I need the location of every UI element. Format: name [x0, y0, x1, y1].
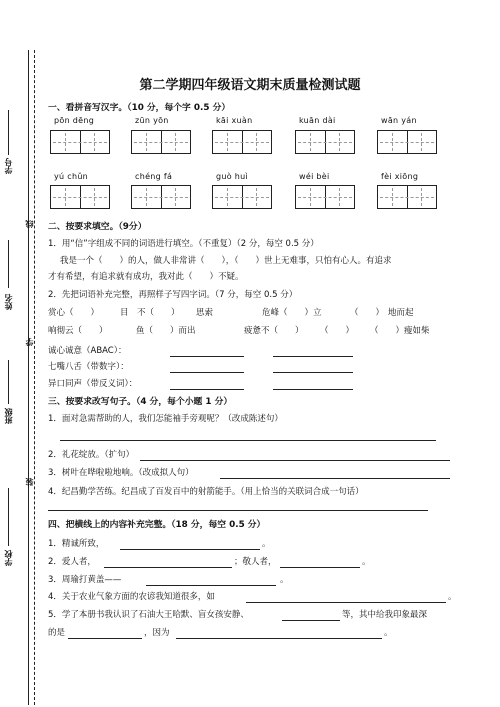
section4-q2a: 2．爱人者，: [48, 557, 96, 567]
section4-q5-answer-1[interactable]: [282, 620, 340, 621]
section4-q5-end: 。: [384, 628, 393, 638]
pinyin-label: pōn dēng: [54, 116, 95, 125]
binding-blank-2: [8, 240, 9, 288]
idiom-sisuo: 思索: [196, 308, 214, 318]
row-abac-label: 诚心诚意（ABAC）：: [48, 346, 127, 356]
pinyin-label: guò huì: [216, 172, 249, 181]
section1-heading: 一、看拼音写汉字。（10 分，每个字 0.5 分）: [48, 103, 231, 113]
section4-q5-answer-2[interactable]: [68, 638, 142, 639]
pinyin-label: fèi xiōng: [381, 172, 419, 181]
section3-q3-answer[interactable]: [220, 478, 450, 479]
section4-q5b: 等，其中给我印象最深: [342, 610, 428, 620]
binding-label-xue: 学: [25, 338, 34, 346]
binding-label-class: 班级: [4, 408, 13, 424]
row-abac-blank-2[interactable]: [273, 356, 353, 357]
row-antonym-blank-1[interactable]: [170, 389, 244, 390]
idiom-shouru: （ ）瘦如柴: [370, 326, 430, 336]
section3-heading: 三、按要求改写句子。（4 分，每个小题 1 分）: [48, 397, 233, 407]
writing-box[interactable]: [212, 185, 272, 209]
row-number-blank-2[interactable]: [273, 372, 353, 373]
pinyin-label: kuān dài: [299, 116, 336, 125]
section4-q5a: 5．学了本册书我认识了石油大王哈默、盲女孩安静、: [48, 610, 249, 620]
writing-box[interactable]: [131, 130, 191, 154]
binding-blank-4: [8, 488, 9, 546]
section4-q2-end: 。: [362, 557, 371, 567]
section3-q2: 2．礼花绽放。（扩句）: [48, 450, 135, 460]
writing-box[interactable]: [377, 130, 437, 154]
writing-box[interactable]: [50, 130, 110, 154]
idiom-blank2: （ ）: [320, 326, 355, 336]
idiom-pibei: 疲惫不（ ）: [244, 326, 304, 336]
idiom-weifeng: 危峰（ ）立: [262, 308, 322, 318]
writing-box[interactable]: [50, 185, 110, 209]
writing-box[interactable]: [131, 185, 191, 209]
section2-q1-line1: 我是一个（ ）的人，做人非常讲（ ），（ ）世上无难事，只怕有心人。有追求: [60, 256, 392, 266]
section2-q1: 1．用“信”字组成不同的词语进行填空。（不重复）（2 分，每空 0.5 分）: [48, 239, 319, 249]
section4-q3: 3．周瑜打黄盖——: [48, 575, 122, 585]
section3-q4-answer[interactable]: [48, 510, 428, 511]
section3-q1-answer[interactable]: [60, 440, 436, 441]
section4-q4: 4．关于农业气象方面的农谚我知道很多，如: [48, 592, 215, 602]
binding-dashed-line: [34, 50, 35, 705]
section4-q5c: 的是: [48, 628, 66, 638]
row-antonym-blank-2[interactable]: [273, 389, 353, 390]
section4-q4-answer[interactable]: [246, 602, 446, 603]
section4-q3-answer[interactable]: [146, 585, 276, 586]
idiom-shangxin: 赏心（ ）: [48, 308, 100, 318]
section4-q2b: ；敬人者，: [234, 557, 277, 567]
binding-label-student-no: 学号: [4, 158, 13, 174]
section4-q3-end: 。: [280, 575, 289, 585]
pinyin-label: wéi bèi: [299, 172, 330, 181]
binding-label-school: 学校: [4, 550, 13, 566]
section4-q4-end: 。: [448, 592, 457, 602]
page-title: 第二学期四年级语文期末质量检测试题: [139, 78, 361, 93]
binding-solid-line: [28, 50, 29, 705]
section4-q1-answer[interactable]: [120, 549, 260, 550]
idiom-xiangche: 响彻云（ ）: [48, 326, 108, 336]
binding-blank-3: [8, 360, 9, 404]
idiom-yuguan: 鱼（ ）而出: [136, 326, 196, 336]
section4-q1: 1．精诚所致，: [48, 539, 105, 549]
section3-q4: 4．纪昌勤学苦练。纪昌成了百发百中的射箭能手。（用上恰当的关联词合成一句话）: [48, 487, 364, 497]
row-antonym-label: 异口同声（带反义词）：: [48, 379, 138, 389]
binding-label-zhuang: 装: [25, 478, 34, 486]
pinyin-label: chéng fá: [135, 172, 173, 181]
row-number-label: 七嘴八舌（带数字）：: [48, 362, 129, 372]
pinyin-label: wān yán: [381, 116, 417, 125]
section3-q3: 3．树叶在哗啦啦地响。（改成拟人句）: [48, 468, 194, 478]
writing-box[interactable]: [212, 130, 272, 154]
writing-box[interactable]: [295, 185, 355, 209]
idiom-blank: （ ）: [350, 308, 385, 318]
binding-blank-1: [8, 110, 9, 155]
writing-box[interactable]: [377, 185, 437, 209]
section2-q2: 2．先把词语补充完整，再照样子写四字词。（7 分，每空 0.5 分）: [48, 290, 298, 300]
pinyin-label: kāi xuàn: [216, 116, 253, 125]
section4-q2-answer-2[interactable]: [280, 567, 360, 568]
section4-q2-answer-1[interactable]: [104, 567, 232, 568]
writing-box[interactable]: [295, 130, 355, 154]
row-number-blank-1[interactable]: [170, 372, 244, 373]
section2-q1-line2: 才有希望，有追求就有成功，我对此（ ）不疑。: [48, 272, 244, 282]
row-abac-blank-1[interactable]: [170, 356, 244, 357]
section2-heading: 二、按要求填空。（9分）: [48, 222, 147, 232]
section3-q1: 1．面对急需帮助的人，我们怎能袖手旁观呢？（改成陈述句）: [48, 414, 283, 424]
idiom-mubu: 目 不（ ）: [120, 308, 180, 318]
section3-q2-answer[interactable]: [140, 460, 450, 461]
binding-label-name: 姓名: [4, 294, 13, 310]
section4-heading: 四、把横线上的内容补充完整。（18 分，每空 0.5 分）: [48, 520, 266, 530]
binding-label-line: 线: [25, 220, 34, 228]
pinyin-label: zūn yōn: [135, 116, 169, 125]
section4-q1-end: 。: [262, 539, 271, 549]
section4-q5-answer-3[interactable]: [176, 638, 382, 639]
section4-q5d: ，因为: [144, 628, 170, 638]
idiom-diqi: 地而起: [388, 308, 414, 318]
pinyin-label: yú chǔn: [54, 172, 89, 181]
